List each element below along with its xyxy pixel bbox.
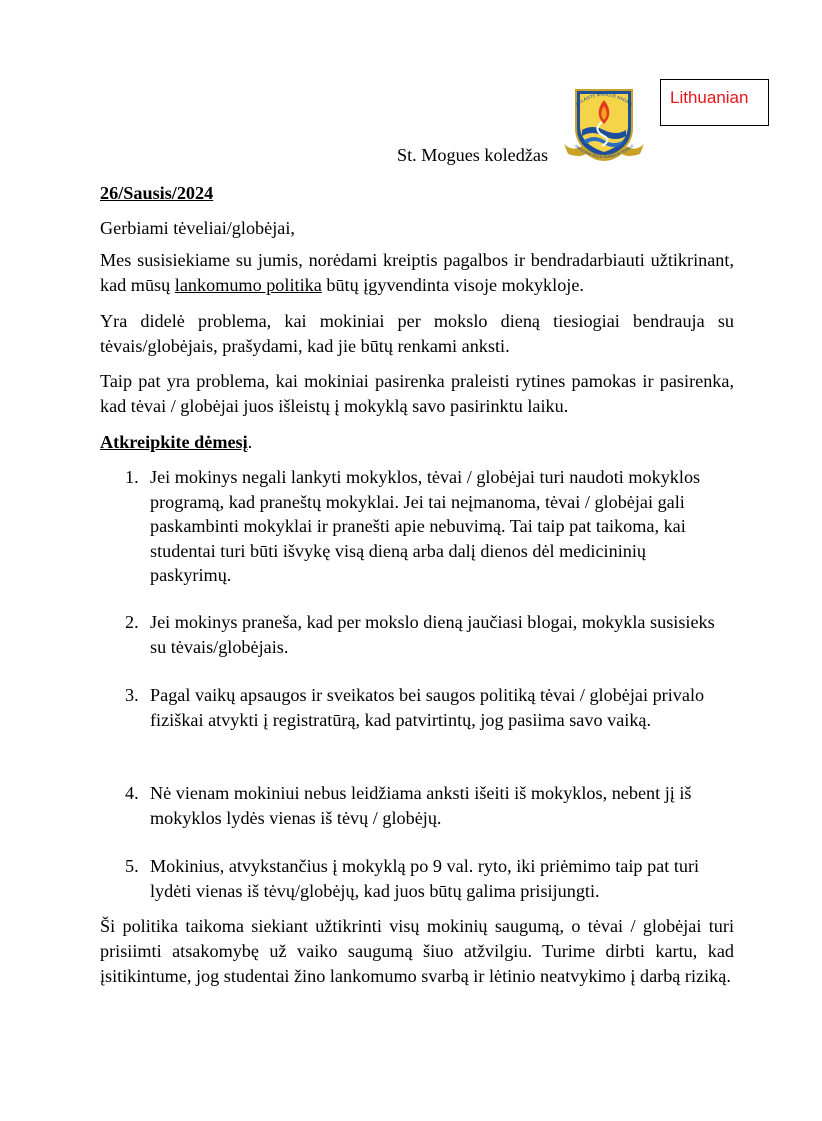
list-item	[125, 781, 725, 830]
school-name: St. Mogues koledžas	[397, 145, 549, 165]
list-item	[125, 854, 725, 903]
list-item-text: Nė vienam mokiniui nebus leidžiama anksti išeiti iš mokyklos, nebent jį iš mokyklos lydės vienas iš tėvų / globėjų.	[150, 783, 692, 828]
paragraph-intro	[100, 248, 734, 298]
list-item-text: Pagal vaikų apsaugos ir sveikatos bei saugos politiką tėvai / globėjai privalo fiziškai atvykti į registratūrą, kad patvirtintų, jog pasiima savo vaiką.	[150, 685, 705, 730]
list-item	[125, 610, 725, 659]
paragraph-intro-start: Mes susisiekiame su jumis, norėdami kreiptis pagalbos ir bendradarbiauti užtikrinant, kad mūsų	[100, 250, 734, 295]
list-item-text: Mokinius, atvykstančius į mokyklą po 9 val. ryto, iki priėmimo taip pat turi lydėti vienas iš tėvų/globėjų, kad juos būtų galima prisijungti.	[150, 856, 700, 901]
attention-label: Atkreipkite dėmesį	[100, 432, 248, 452]
crest-bottom-text: PREAGADH ÉIGLIA BUANAITH PEIRSHC	[574, 143, 635, 160]
letter-date: 26/Sausis/2024	[100, 183, 214, 203]
paragraph-problem-morning: Taip pat yra problema, kai mokiniai pasirenka praleisti rytines pamokas ir pasirenka, kad tėvai / globėjai juos išleistų į mokyklą savo pasirinktu laiku.	[100, 371, 734, 416]
paragraph-problem-early-pickup: Yra didelė problema, kai mokiniai per mokslo dieną tiesiogiai bendrauja su tėvais/globėjais, prašydami, kad jie būtų renkami anksti.	[100, 311, 734, 356]
paragraph-intro-end: būtų įgyvendinta visoje mokykloje.	[321, 275, 584, 295]
paragraph-closing: Ši politika taikoma siekiant užtikrinti visų mokinių saugumą, o tėvai / globėjai turi prisiimti atsakomybę už vaiko saugumą šiuo atžvilgiu. Turime dirbti kartu, kad įsitikintume, jog studentai žino lankomumo svarbą ir lėtinio neatvykimo į darbą riziką.	[100, 916, 734, 986]
list-item-number: 2.	[125, 612, 139, 632]
language-tag: Lithuanian	[660, 79, 769, 126]
school-crest-icon	[562, 80, 646, 162]
list-item-text: Jei mokinys praneša, kad per mokslo dieną jaučiasi blogai, mokykla susisieks su tėvais/globėjais.	[150, 612, 715, 657]
attention-punct: .	[247, 432, 253, 452]
list-item-number: 1.	[125, 467, 139, 487]
salutation: Gerbiami tėveliai/globėjai,	[100, 218, 295, 238]
attendance-policy-link: lankomumo politika	[174, 275, 322, 295]
list-item-number: 3.	[125, 685, 139, 705]
list-item-number: 5.	[125, 856, 139, 876]
list-item	[125, 683, 725, 732]
list-item-text: Jei mokinys negali lankyti mokyklos, tėvai / globėjai turi naudoti mokyklos programą, kad praneštų mokyklai. Jei tai neįmanoma, tėvai / globėjai gali paskambinti mokyklai ir pranešti apie nebuvimą. Tai taip pat taikoma, kai studentai turi būti išvykę visą dieną arba dalį dienos dėl medicininių paskyrimų.	[150, 467, 701, 585]
attention-heading	[100, 431, 252, 453]
list-item	[125, 465, 725, 588]
crest-top-text: COLÁISTE MHOGUE NAOMH	[574, 91, 634, 107]
list-item-number: 4.	[125, 783, 139, 803]
